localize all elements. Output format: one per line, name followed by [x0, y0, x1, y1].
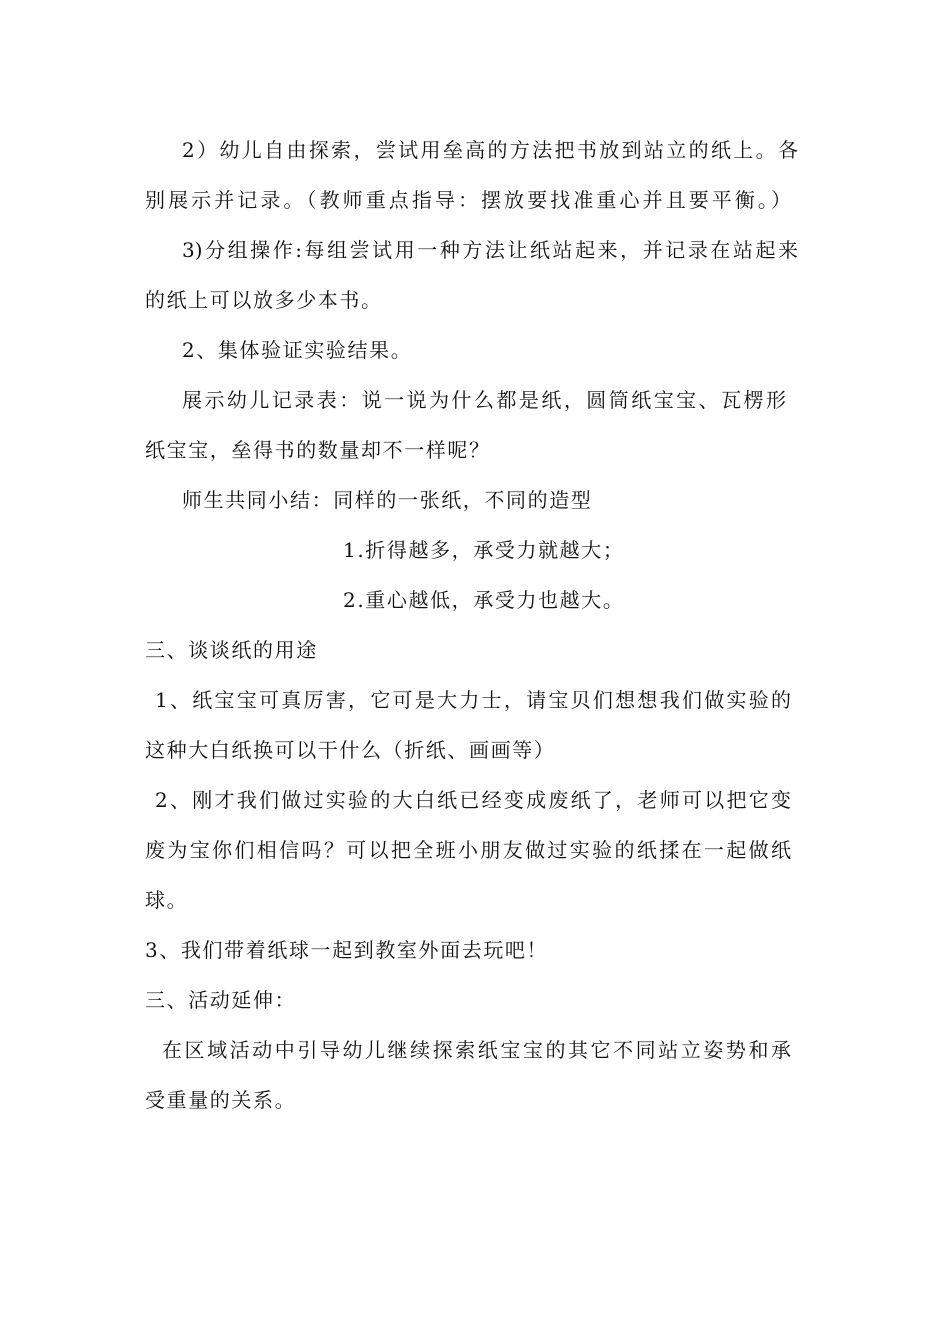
- summary-item: 1.折得越多，承受力就越大；: [343, 538, 625, 562]
- paragraph-line: 的纸上可以放多少本书。: [145, 288, 383, 312]
- paragraph-line: 3)分组操作:每组尝试用一种方法让纸站起来，并记录在站起来: [182, 238, 798, 262]
- paragraph-line: 别展示并记录。（教师重点指导：摆放要找准重心并且要平衡。）: [145, 188, 791, 212]
- paragraph-line: 受重量的关系。: [145, 1088, 297, 1112]
- section-heading: 三、谈谈纸的用途: [145, 638, 318, 662]
- paragraph-line: 师生共同小结：同样的一张纸，不同的造型: [182, 488, 593, 512]
- paragraph-line: 纸宝宝，垒得书的数量却不一样呢？: [145, 438, 491, 462]
- section-heading: 2、集体验证实验结果。: [182, 338, 413, 362]
- summary-item: 2.重心越低，承受力也越大。: [343, 588, 625, 612]
- paragraph-line: 2、刚才我们做过实验的大白纸已经变成废纸了，老师可以把它变: [155, 788, 791, 812]
- paragraph-line: 1、纸宝宝可真厉害，它可是大力士，请宝贝们想想我们做实验的: [155, 688, 791, 712]
- paragraph-line: 在区域活动中引导幼儿继续探索纸宝宝的其它不同站立姿势和承: [162, 1038, 791, 1062]
- section-heading: 三、活动延伸：: [145, 988, 297, 1012]
- paragraph-line: 2）幼儿自由探索，尝试用垒高的方法把书放到站立的纸上。各: [182, 138, 798, 162]
- paragraph-line: 3、我们带着纸球一起到教室外面去玩吧！: [145, 938, 549, 962]
- paragraph-line: 废为宝你们相信吗？可以把全班小朋友做过实验的纸揉在一起做纸: [145, 838, 791, 862]
- paragraph-line: 这种大白纸换可以干什么（折纸、画画等）: [145, 738, 556, 762]
- paragraph-line: 展示幼儿记录表：说一说为什么都是纸，圆筒纸宝宝、瓦楞形: [182, 388, 786, 412]
- paragraph-line: 球。: [145, 888, 189, 912]
